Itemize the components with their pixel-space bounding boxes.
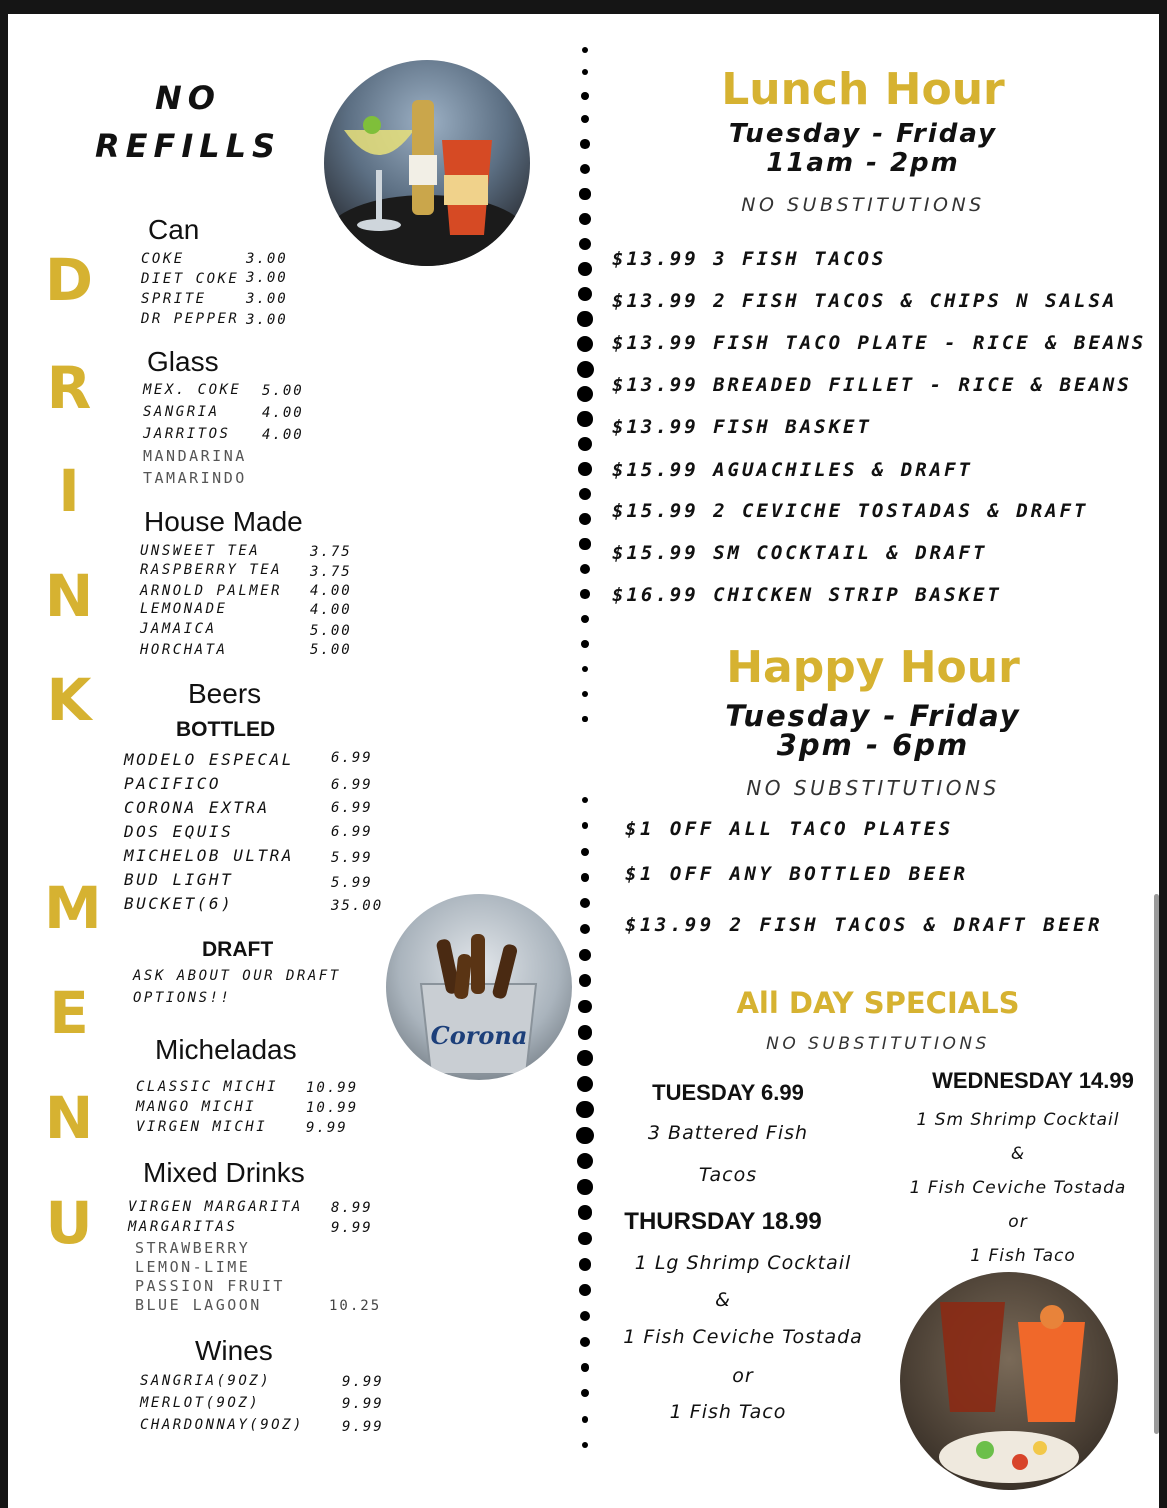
divider-dot <box>582 47 588 53</box>
thursday-line: 1 Fish Taco <box>669 1401 787 1423</box>
mixed-item-price: 8.99 <box>331 1200 373 1216</box>
divider-dot <box>581 1389 589 1397</box>
vertical-letter: R <box>46 354 92 422</box>
section-title-glass: Glass <box>147 346 219 377</box>
beer-item-price: 6.99 <box>331 824 373 840</box>
happy-no-substitutions: NO SUBSTITUTIONS <box>746 776 1000 800</box>
divider-dot <box>581 615 590 624</box>
allday-no-substitutions: NO SUBSTITUTIONS <box>766 1034 990 1054</box>
lunch-hours: 11am - 2pm <box>766 148 960 178</box>
vertical-letter: D <box>44 246 94 314</box>
divider-dot <box>581 640 589 648</box>
michelada-item-name: MANGO MICHI <box>136 1099 257 1115</box>
vertical-letter: N <box>44 1084 94 1152</box>
divider-dot <box>579 238 592 251</box>
can-item-name: DIET COKE <box>141 271 240 287</box>
divider-dot <box>579 513 591 525</box>
house-item-name: HORCHATA <box>140 642 228 658</box>
margarita-flavor: BLUE LAGOON <box>135 1296 262 1314</box>
can-item-price: 3.00 <box>246 312 288 328</box>
lunch-days: Tuesday - Friday <box>728 119 998 149</box>
lunch-special: $13.99 BREADED FILLET - RICE & BEANS <box>612 374 1132 396</box>
michelada-item-price: 10.99 <box>306 1100 359 1116</box>
lunch-special: $15.99 SM COCKTAIL & DRAFT <box>612 542 988 564</box>
lunch-special: $13.99 2 FISH TACOS & CHIPS N SALSA <box>612 290 1118 312</box>
thursday-line: or <box>732 1365 754 1387</box>
vertical-letter: K <box>46 666 92 734</box>
wine-item-name: MERLOT(9OZ) <box>140 1395 261 1411</box>
margarita-flavor: LEMON-LIME <box>135 1258 251 1276</box>
happy-hours: 3pm - 6pm <box>776 728 970 762</box>
michelada-item-price: 9.99 <box>306 1120 348 1136</box>
divider-dot <box>579 188 590 199</box>
divider-dot <box>580 164 590 174</box>
divider-dot <box>578 262 592 276</box>
beer-item-name: CORONA EXTRA <box>124 798 270 817</box>
divider-dot <box>579 213 591 225</box>
wednesday-line: 1 Fish Ceviche Tostada <box>909 1178 1127 1198</box>
margarita-flavor: STRAWBERRY <box>135 1239 251 1257</box>
draft-note-line1: ASK ABOUT OUR DRAFT <box>133 968 341 984</box>
divider-dot <box>582 797 588 803</box>
divider-dot <box>582 1442 588 1448</box>
beer-item-name: MICHELOB ULTRA <box>124 846 294 865</box>
michelada-item-name: CLASSIC MICHI <box>136 1079 279 1095</box>
wednesday-line: 1 Fish Taco <box>970 1246 1076 1266</box>
wednesday-heading: WEDNESDAY 14.99 <box>932 1068 1134 1093</box>
section-title-beers: Beers <box>188 678 262 709</box>
mixed-item-name: MARGARITAS <box>128 1219 238 1235</box>
divider-dot <box>576 1127 594 1145</box>
draft-label: DRAFT <box>202 938 274 961</box>
glass-flavor: TAMARINDO <box>143 469 247 487</box>
house-item-price: 5.00 <box>310 642 352 658</box>
divider-dot <box>578 287 592 301</box>
divider-dot <box>577 1050 593 1066</box>
drinks-photo-art <box>324 60 530 266</box>
glass-item-name: MEX. COKE <box>143 382 242 398</box>
vertical-letter: N <box>44 562 94 630</box>
mixed-item-price: 9.99 <box>331 1220 373 1236</box>
wine-item-name: SANGRIA(9OZ) <box>140 1373 272 1389</box>
michelada-item-price: 10.99 <box>306 1080 359 1096</box>
beer-item-price: 6.99 <box>331 777 373 793</box>
divider-dot <box>580 139 589 148</box>
divider-dot <box>579 1284 591 1296</box>
divider-dot <box>582 69 589 76</box>
can-item-name: DR PEPPER <box>141 311 240 327</box>
house-item-price: 4.00 <box>310 602 352 618</box>
divider-dot <box>582 691 588 697</box>
no-refills-heading <box>68 74 308 170</box>
draft-note-line2: OPTIONS!! <box>133 990 232 1006</box>
lunch-hour-days <box>628 120 1098 178</box>
happy-special: $13.99 2 FISH TACOS & DRAFT BEER <box>625 914 1104 936</box>
can-item-name: SPRITE <box>141 291 207 307</box>
divider-dot <box>581 92 589 100</box>
beer-item-name: DOS EQUIS <box>124 822 234 841</box>
beer-item-price: 6.99 <box>331 750 373 766</box>
tuesday-heading: TUESDAY 6.99 <box>652 1080 804 1105</box>
can-item-price: 3.00 <box>246 291 288 307</box>
divider-dot <box>579 949 591 961</box>
happy-special: $1 OFF ALL TACO PLATES <box>625 818 954 840</box>
wednesday-line: or <box>1008 1212 1028 1232</box>
draft-note <box>133 965 341 1009</box>
divider-dot <box>577 386 593 402</box>
divider-dot <box>580 1311 591 1322</box>
drinks-photo <box>324 60 530 266</box>
all-day-specials-title: All DAY SPECIALS <box>736 986 1020 1020</box>
no-refills-line1: NO <box>155 79 221 117</box>
scrollbar-thumb[interactable] <box>1154 894 1159 1434</box>
mixed-item-name: VIRGEN MARGARITA <box>128 1199 303 1215</box>
happy-special: $1 OFF ANY BOTTLED BEER <box>625 863 969 885</box>
beer-item-name: PACIFICO <box>124 774 222 793</box>
divider-dot <box>581 115 590 124</box>
house-item-name: ARNOLD PALMER <box>140 583 283 599</box>
tuesday-line: Tacos <box>698 1164 758 1186</box>
wine-item-price: 9.99 <box>342 1396 384 1412</box>
blue-lagoon-price: 10.25 <box>329 1298 382 1314</box>
margarita-flavor: PASSION FRUIT <box>135 1277 285 1295</box>
divider-dot <box>580 1337 590 1347</box>
divider-dot <box>580 564 590 574</box>
happy-days: Tuesday - Friday <box>725 699 1021 733</box>
divider-dot <box>577 1076 594 1093</box>
beer-item-price: 5.99 <box>331 875 373 891</box>
wine-item-name: CHARDONNAY(9OZ) <box>140 1417 304 1433</box>
lunch-special: $16.99 CHICKEN STRIP BASKET <box>612 584 1002 606</box>
section-title-wines: Wines <box>195 1335 273 1366</box>
divider-dot <box>579 538 590 549</box>
house-item-price: 3.75 <box>310 564 352 580</box>
happy-hour-title: Happy Hour <box>726 642 1020 693</box>
lunch-special: $15.99 AGUACHILES & DRAFT <box>612 459 973 481</box>
svg-text:Corona: Corona <box>430 1021 528 1050</box>
thursday-line: 1 Fish Ceviche Tostada <box>623 1326 863 1348</box>
glass-item-price: 5.00 <box>262 383 304 399</box>
beer-item-price: 5.99 <box>331 850 373 866</box>
divider-dot <box>582 666 589 673</box>
glass-item-price: 4.00 <box>262 427 304 443</box>
cocktails-photo-art <box>900 1272 1118 1490</box>
divider-dot <box>579 1258 592 1271</box>
section-title-mixed-drinks: Mixed Drinks <box>143 1157 305 1188</box>
house-item-price: 5.00 <box>310 623 352 639</box>
house-item-name: UNSWEET TEA <box>140 543 261 559</box>
no-refills-line2: REFILLS <box>94 127 282 165</box>
divider-dot <box>580 898 590 908</box>
beer-item-name: MODELO ESPECAL <box>124 750 294 769</box>
beer-bucket-photo <box>386 894 572 1080</box>
divider-dot <box>578 462 592 476</box>
house-item-name: LEMONADE <box>140 601 228 617</box>
divider-dot <box>577 411 592 426</box>
thursday-heading: THURSDAY 18.99 <box>624 1208 822 1235</box>
beer-item-price: 35.00 <box>331 898 384 914</box>
beer-item-name: BUCKET(6) <box>124 894 234 913</box>
glass-item-name: SANGRIA <box>143 404 220 420</box>
divider-dot <box>581 873 590 882</box>
glass-item-price: 4.00 <box>262 405 304 421</box>
section-title-micheladas: Micheladas <box>155 1034 297 1065</box>
tuesday-line: 3 Battered Fish <box>647 1122 809 1144</box>
vertical-letter: I <box>58 457 80 525</box>
divider-dot <box>580 924 591 935</box>
cocktails-photo <box>900 1272 1118 1490</box>
can-item-name: COKE <box>141 251 185 267</box>
thursday-line: 1 Lg Shrimp Cocktail <box>634 1252 852 1274</box>
vertical-letter: M <box>44 874 102 942</box>
beer-item-price: 6.99 <box>331 800 373 816</box>
beer-bucket-art <box>386 894 572 1080</box>
divider-dot <box>579 974 592 987</box>
wine-item-price: 9.99 <box>342 1419 384 1435</box>
bottled-label: BOTTLED <box>176 718 276 741</box>
house-item-price: 4.00 <box>310 583 352 599</box>
divider-dot <box>577 311 592 326</box>
divider-dot <box>579 488 592 501</box>
divider-dot <box>577 1179 593 1195</box>
lunch-special: $13.99 FISH BASKET <box>612 416 872 438</box>
divider-dot <box>577 361 594 378</box>
divider-dot <box>577 336 593 352</box>
vertical-letter: E <box>49 979 89 1047</box>
divider-dot <box>582 716 587 721</box>
divider-dot <box>578 1232 592 1246</box>
divider-dot <box>578 1205 593 1220</box>
thursday-line: & <box>715 1289 731 1311</box>
divider-dot <box>582 822 589 829</box>
lunch-no-substitutions: NO SUBSTITUTIONS <box>741 194 985 216</box>
can-item-price: 3.00 <box>246 270 288 286</box>
happy-hour-days <box>628 699 1118 762</box>
section-title-house-made: House Made <box>144 506 303 537</box>
can-item-price: 3.00 <box>246 251 288 267</box>
divider-dot <box>581 848 589 856</box>
house-item-name: RASPBERRY TEA <box>140 562 283 578</box>
divider-dot <box>578 1000 592 1014</box>
divider-dot <box>576 1101 594 1119</box>
michelada-item-name: VIRGEN MICHI <box>136 1119 268 1135</box>
glass-flavor: MANDARINA <box>143 447 247 465</box>
glass-item-name: JARRITOS <box>143 426 231 442</box>
vertical-letter: U <box>45 1189 93 1257</box>
divider-dot <box>578 437 592 451</box>
divider-dot <box>581 1363 590 1372</box>
lunch-special: $13.99 FISH TACO PLATE - RICE & BEANS <box>612 332 1147 354</box>
beer-item-name: BUD LIGHT <box>124 870 234 889</box>
wednesday-line: 1 Sm Shrimp Cocktail <box>916 1110 1120 1130</box>
divider-dot <box>582 1416 589 1423</box>
wine-item-price: 9.99 <box>342 1374 384 1390</box>
lunch-hour-title: Lunch Hour <box>721 64 1005 115</box>
house-item-price: 3.75 <box>310 544 352 560</box>
lunch-special: $13.99 3 FISH TACOS <box>612 248 887 270</box>
lunch-special: $15.99 2 CEVICHE TOSTADAS & DRAFT <box>612 500 1089 522</box>
menu-page <box>8 14 1159 1508</box>
section-title-can: Can <box>148 214 200 245</box>
divider-dot <box>577 1153 594 1170</box>
house-item-name: JAMAICA <box>140 621 217 637</box>
divider-dot <box>578 1025 593 1040</box>
divider-dot <box>580 589 589 598</box>
wednesday-line: & <box>1010 1144 1026 1164</box>
